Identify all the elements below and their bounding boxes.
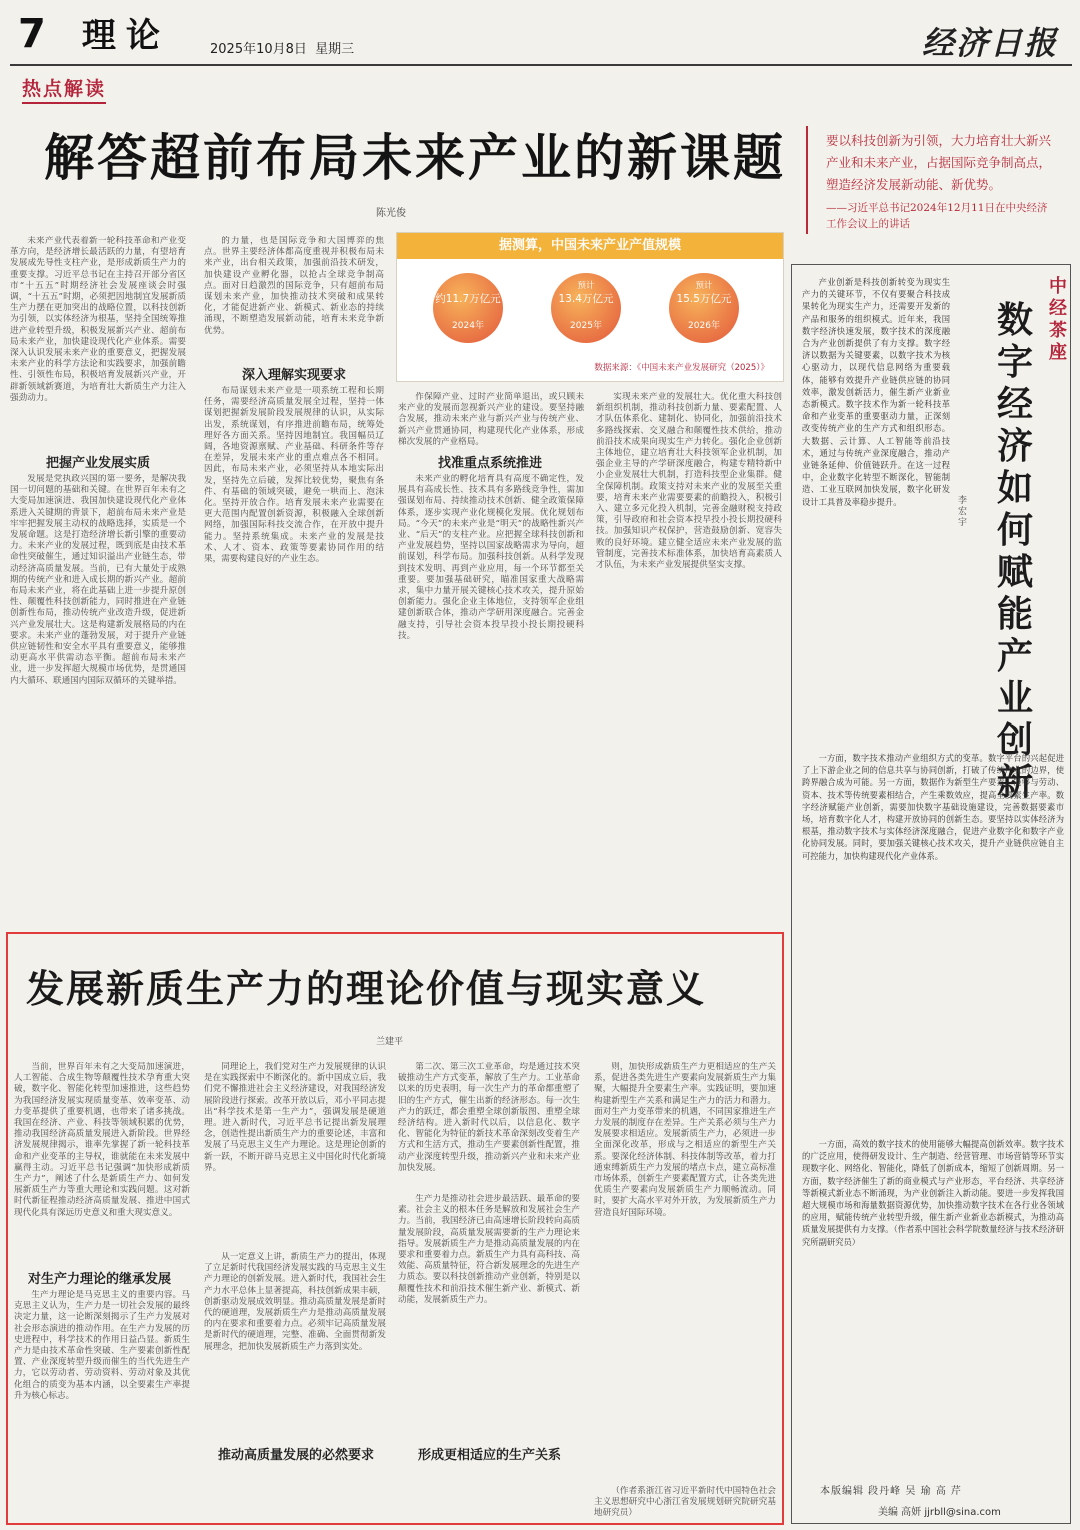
- byline-2: 兰建平: [376, 1037, 404, 1047]
- para: 生产力理论是马克思主义的重要内容。马克思主义认为，生产力是一切社会发展的最终决定力量，这一论断深刻揭示了生产力发展对社会形态演进的推动作用。在生产力发展的历史进程中，科学技术的作用日益凸显。新质生产力是由技术革命性突破、生产要素创新性配置、产业深度转型升级而催生的当代先进生产力，它以劳动者、劳动资料、劳动对象及其优化组合的质变为基本内涵，以全要素生产率提升为核心标志。: [14, 1290, 190, 1401]
- article1-col2b: [204, 386, 384, 924]
- para: 作保障产业、过时产业简单退出，或只顾未来产业的发展而忽视新兴产业的建设。要坚持融合发展，推动未来产业与新兴产业与传统产业、新兴产业贯通协同，构建现代化产业体系，形成梯次发展的产业格局。: [398, 392, 584, 446]
- para: 第二次、第三次工业革命，均是通过技术突破推动生产方式变革，解放了生产力。工业革命以来的历史表明，每一次生产力的革命都重塑了旧的生产方式，催生出新的经济形态。每一次生产力的跃迁，都会重塑全球创新版图、重塑全球经济结构。进入新时代以后，以信息化、数字化、智能化为特征的新技术革命深刻改变着生产方式和生活方式，推动生产要素创新性配置，推动产业深度转型升级，推动新兴产业和未来产业加快发展。: [398, 1062, 580, 1173]
- article1-col3b: [398, 474, 584, 924]
- bubble-2025: [551, 273, 621, 343]
- headline-1: 解答超前布局未来产业的新课题: [44, 129, 786, 187]
- article3-col3: [802, 1138, 1064, 1470]
- infographic: [396, 232, 784, 382]
- bubble-value: 15.5万亿元: [676, 293, 732, 305]
- subhead-4: 对生产力理论的继承发展: [28, 1272, 172, 1287]
- para: 一方面，数字技术推动产业组织方式的变革。数字平台的兴起促进了上下游企业之间的信息共享与协同创新，打破了传统产业的边界，使跨界融合成为可能。另一方面，数据作为新型生产要素，能够与劳动、资本、技术等传统要素相结合，产生乘数效应，提高全要素生产率。数字经济赋能产业创新，需要加快数字基础设施建设，完善数据要素市场，培育数字化人才，构建开放协同的创新生态。要坚持以实体经济为根基，推动数字技术与实体经济深度融合，促进产业数字化和数字产业化协同发展。同时，要加强关键核心技术攻关，提升产业链供应链自主可控能力，加快构建现代化产业体系。: [802, 753, 1064, 861]
- para: 的力量，也是国际竞争和大国博弈的焦点。世界主要经济体都高度重视并积极布局未来产业，出台相关政策，加强前沿技术研发，加快建设产业孵化器，以抢占全球竞争制高点。面对日趋激烈的国际竞争，只有超前布局谋划未来产业，加快推动技术突破和成果转化，才能促进新产业、新模式、新业态的持续涌现，不断塑造发展新动能，培育未来竞争新优势。: [204, 236, 384, 336]
- article2-author-note: [594, 1486, 776, 1520]
- para: 发展是党执政兴国的第一要务，是解决我国一切问题的基础和关键。在世界百年未有之大变局加速演进、我国加快建设现代化产业体系进入关键期的背景下，超前布局未来产业是牢牢把握发展主动权的战略选择，实质是一个发展命题。这是打造经济增长新引擎的重要动力。未来产业的发展过程，既到底是由技术革命性突破催生，通过知识溢出产业链生态，带动经济高质量发展。当前，已有大量处于成熟期的传统产业和进入成长期的新兴产业。超前布局未来产业，将在此基础上进一步提升原创性、颠覆性科技创新能力，同时推进在产业链创新性布局，推动传统产业改造升级，促进新兴产业发展壮大。这是构建新发展格局的内在要求。未来产业的蓬勃发展，对于提升产业链供应链韧性和安全水平具有重要意义，能够推动更高水平供需动态平衡。超前布局未来产业，进一步发挥超大规模市场优势，是贯通国内大循环、联通国内国际双循环的关键举措。: [10, 474, 186, 686]
- pull-quote-source: ——习近平总书记2024年12月11日在中央经济工作会议上的讲话: [826, 202, 1048, 230]
- para: （作者系浙江省习近平新时代中国特色社会主义思想研究中心浙江省发展规划研究院研究基地研究员）: [594, 1486, 776, 1519]
- article1-col2: [204, 236, 384, 358]
- column-label-sidebar: 中经茶座: [1049, 276, 1067, 363]
- issue-date: [210, 38, 354, 57]
- para: 生产力是推动社会进步最活跃、最革命的要素。社会主义的根本任务是解放和发展社会生产力。当前，我国经济已由高速增长阶段转向高质量发展阶段，高质量发展需要新的生产力理论来指导。发展新质生产力是推动高质量发展的内在要求和重要着力点。新质生产力具有高科技、高效能、高质量特征，符合新发展理念的先进生产力质态。要以科技创新推动产业创新，特别是以颠覆性技术和前沿技术催生新产业、新模式、新动能，发展新质生产力。: [398, 1194, 580, 1305]
- para: 则，加快形成新质生产力更相适应的生产关系，促进各类先进生产要素向发展新质生产力集聚，大幅提升全要素生产率。实践证明，要加速构建新型生产关系和满足生产力的活力和潜力。面对生产力变革带来的机遇，不同国家推进生产力发展的制度存在差异。生产关系必须与生产力发展要求相适应。发展新质生产力，必须进一步全面深化改革，形成与之相适应的新型生产关系。要深化经济体制、科技体制等改革，着力打通束缚新质生产力发展的堵点卡点，建立高标准市场体系，创新生产要素配置方式，让各类先进优质生产要素向发展新质生产力顺畅流动。同时，要扩大高水平对外开放，为发展新质生产力营造良好国际环境。: [594, 1062, 776, 1218]
- bubble-prefix: 预计: [695, 281, 713, 291]
- quote-bar: [806, 126, 808, 234]
- headline-2: 发展新质生产力的理论价值与现实意义: [26, 966, 707, 1011]
- article2-col2b: [204, 1252, 386, 1438]
- para: 布局谋划未来产业是一项系统工程和长期任务，需要经济高质量发展全过程，坚持一体谋划把握新发展阶段发展规律的认识，从实际出发，系统谋划，有序推进前瞻布局，统筹处理好各方面关系。坚持因地制宜。我国幅员辽阔，各地资源禀赋、产业基础、科研条件等存在差异，发展未来产业的重点难点各不相同。因此，布局未来产业，必须坚持从本地实际出发，坚持先立后破，发挥比较优势，聚焦有条件、有基础的领域突破，避免一哄而上、泡沫化。坚持开放合作。培育发展未来产业需要在更大范围内配置创新资源，积极融入全球创新网络，加强国际科技交流合作，在开放中提升能力。坚持系统集成。未来产业的发展是技术、人才、资本、政策等要素协同作用的结果，需要构建良好的产业生态。: [204, 386, 384, 565]
- infographic-source: 数据来源：《中国未来产业发展研究（2025）》: [594, 363, 769, 373]
- article2-col4: [594, 1062, 776, 1482]
- date-text: 2025年10月8日: [210, 42, 307, 57]
- article1-col1: [10, 236, 186, 446]
- infographic-title: 据测算，中国未来产业产值规模: [397, 233, 783, 259]
- bubble-prefix: 预计: [577, 281, 595, 291]
- bubble-year: 2026年: [688, 321, 720, 331]
- page-number-section: [18, 8, 170, 57]
- subhead-6: 形成更相适应的生产关系: [418, 1448, 562, 1463]
- article2-col2: [204, 1062, 386, 1248]
- subhead-3: 找准重点系统推进: [438, 456, 543, 471]
- para: 未来产业的孵化培育具有高度不确定性，发展具有高成长性、技术具有多路线竞争性，需加强谋划布局、持续推动技术创新、健全政策保障体系，逐步实现产业化规模化发展。优化规划布局。“今天”的未来产业是“明天”的战略性新兴产业、“后天”的支柱产业。应把握全球科技创新和产业发展趋势，坚持以国家战略需求为导向，超前谋划，科学布局。加强科技创新。从科学发现到技术发明、再到产业应用，每一个环节都至关重要。要加强基础研究，瞄准国家重大战略需求，集中力量开展关键核心技术攻关，提升原始创新能力。强化企业主体地位，支持领军企业组建创新联合体，推动产学研用深度融合。完善金融支持，引导社会资本投早投小投长期投硬科技。: [398, 474, 584, 641]
- article3-col1: [802, 276, 950, 746]
- subhead-1: 把握产业发展实质: [46, 456, 151, 471]
- article1-col3: [398, 392, 584, 446]
- article3-col2: [802, 752, 1064, 1132]
- headline-3: 数字经济如何赋能产业创新: [996, 300, 1033, 803]
- column-label: 热点解读: [22, 74, 106, 104]
- pull-quote: 要以科技创新为引领，大力培育壮大新兴产业和未来产业，占据国际竞争制高点，塑造经济发展新动能、新优势。: [826, 133, 1052, 192]
- bubble-2026: [669, 273, 739, 343]
- para: 同理论上，我们党对生产力发展规律的认识是在实践探索中不断深化的。新中国成立后，我们党不懈推进社会主义经济建设，对我国经济发展阶段进行探索。改革开放以后，邓小平同志提出“科学技术是第一生产力”，强调发展是硬道理。进入新时代，习近平总书记提出新发展理念，创造性提出新质生产力的重要论述，丰富和发展了马克思主义生产力理论。这是理论创新的新一跃，不断开辟马克思主义中国化时代化新境界。: [204, 1062, 386, 1173]
- weekday-text: 星期三: [315, 42, 355, 57]
- article2-col3b: [398, 1194, 580, 1438]
- bubble-year: 2024年: [452, 321, 484, 331]
- para: 一方面，高效的数字技术的使用能够大幅提高创新效率。数字技术的广泛应用，使得研发设计、生产制造、经营管理、市场营销等环节实现数字化、网络化、智能化，降低了创新成本，缩短了创新周期。另一方面，数字经济催生了新的商业模式与产业形态，平台经济、共享经济等新模式新业态不断涌现，为产业创新注入新动能。要进一步发挥我国超大规模市场和海量数据资源优势，加快推动数字技术在各行业各领域的应用，赋能传统产业转型升级，催生新产业新业态新模式，为推动高质量发展提供有力支撑。（作者系中国社会科学院数量经济与技术经济研究所副研究员）: [802, 1139, 1064, 1247]
- para: 产业创新是科技创新转变为现实生产力的关键环节，不仅有要聚合科技成果转化为现实生产力，还需要开发新的产品和服务的组织模式。近年来，我国数字经济快速发展，数字技术的深度融合为产业创新提供了有力支撑。数字经济以数据为关键要素，以数字技术为核心驱动力，以现代信息网络为重要载体，能够有效提升产业链供应链的协同效率，激发创新活力，催生新产业新业态新模式。数字技术作为新一轮科技革命和产业变革的重要驱动力量，正深刻改变传统产业的生产方式和组织形态。大数据、云计算、人工智能等前沿技术，通过与传统产业深度融合，推动产业链条延伸、价值链跃升。在这一过程中，企业数字化转型不断深化，智能制造、工业互联网加快发展，数字化研发设计工具普及率稳步提升。: [802, 277, 950, 507]
- article2-col1: [14, 1062, 190, 1264]
- para: 从一定意义上讲，新质生产力的提出，体现了立足新时代我国经济发展实践的马克思主义生产力理论的创新发展。进入新时代，我国社会生产力水平总体上显著提高，科技创新成果丰硕，创新驱动发展成效明显。推动高质量发展是新时代的硬道理，发展新质生产力是推动高质量发展的内在要求和重要着力点。必须牢记高质量发展是新时代的硬道理，完整、准确、全面贯彻新发展理念，把加快发展新质生产力落到实处。: [204, 1252, 386, 1352]
- editors-email: 美编 高妍 jjrbll@sina.com: [878, 1507, 1001, 1518]
- article1-col1b: [10, 474, 186, 924]
- bubble-value: 13.4万亿元: [558, 293, 614, 305]
- section-name: 理论: [81, 16, 170, 56]
- article2-col3: [398, 1062, 580, 1190]
- page-number: 7: [18, 11, 56, 57]
- byline-3: 李宏宇: [958, 496, 968, 528]
- subhead-2: 深入理解实现要求: [242, 368, 347, 383]
- bubble-value: 约11.7万亿元: [435, 293, 501, 305]
- newspaper-logo: 经济日报: [921, 24, 1058, 62]
- header-rule: [10, 64, 1072, 66]
- subhead-5: 推动高质量发展的必然要求: [218, 1448, 375, 1463]
- byline-1: 陈光俊: [376, 208, 406, 219]
- editors-credit: 本版编辑 段丹峰 吴 瑜 高 芹: [820, 1486, 962, 1497]
- article2-col1b: [14, 1290, 190, 1518]
- para: 当前，世界百年未有之大变局加速演进，人工智能、合成生物等颠覆性技术孕育重大突破，数字化、智能化转型加速推进，这些趋势为我国经济发展实现质量变革、效率变革、动力变革提供了重要机遇，也带来了诸多挑战。我国在经济、产业、科技等领域积累的优势，推动我国经济高质量发展进入新阶段。世界经济发展规律揭示，谁率先掌握了新一轮科技革命和产业变革的主导权，谁就能在未来发展中赢得主动。习近平总书记强调“加快形成新质生产力”，阐述了什么是新质生产力、如何发展新质生产力等重大理论和实践问题。这对新时代新征程推动经济高质量发展、推进中国式现代化具有深远历史意义和重大现实意义。: [14, 1062, 190, 1218]
- article1-col4: [596, 392, 782, 924]
- bubble-year: 2025年: [570, 321, 602, 331]
- para: 未来产业代表着新一轮科技革命和产业变革方向，是经济增长最活跃的力量，有望培育发展成先导性支柱产业，是形成新质生产力的重要支撑。习近平总书记在主持召开部分省区市“十五五”时期经济社会发展座谈会时强调，“十五五”时期，必须把因地制宜发展新质生产力摆在更加突出的战略位置，以科技创新为引领，以实体经济为根基，坚持全国统筹推进产业转型升级，积极发展新兴产业、超前布局未来产业，加快建设现代化产业体系。需要深入认识发展未来产业的重要意义，把握发展未来产业的科学方法论和实践要求，加强前瞻性、引领性布局，积极培育发展新兴产业，开辟新领域新赛道，为培育壮大新质生产力注入强劲动力。: [10, 236, 186, 403]
- bubble-2024: [433, 273, 503, 343]
- para: 实现未来产业的发展壮大。优化重大科技创新组织机制，推动科技创新力量、要素配置、人才队伍体系化、建制化、协同化，加强前沿技术多路线探索、交叉融合和颠覆性技术供给，推动前沿技术成果向现实生产力转化。强化企业创新主体地位，建立培育壮大科技领军企业机制，加强企业主导的产学研深度融合，构建专精特新中小企业发展壮大机制，打造科技型企业集群。健全保障机制。政策支持对未来产业的发展至关重要，培育未来产业需要要素的前瞻投入，积极引入、建立多元化投入机制，完善金融财税支持政策，引导政府和社会资本投早投小投长期投硬科技。加强知识产权保护，营造鼓励创新、宽容失败的良好环境。建立健全适应未来产业发展的监管制度，完善技术标准体系，加快培育高素质人才队伍，为未来产业发展提供坚实支撑。: [596, 392, 782, 571]
